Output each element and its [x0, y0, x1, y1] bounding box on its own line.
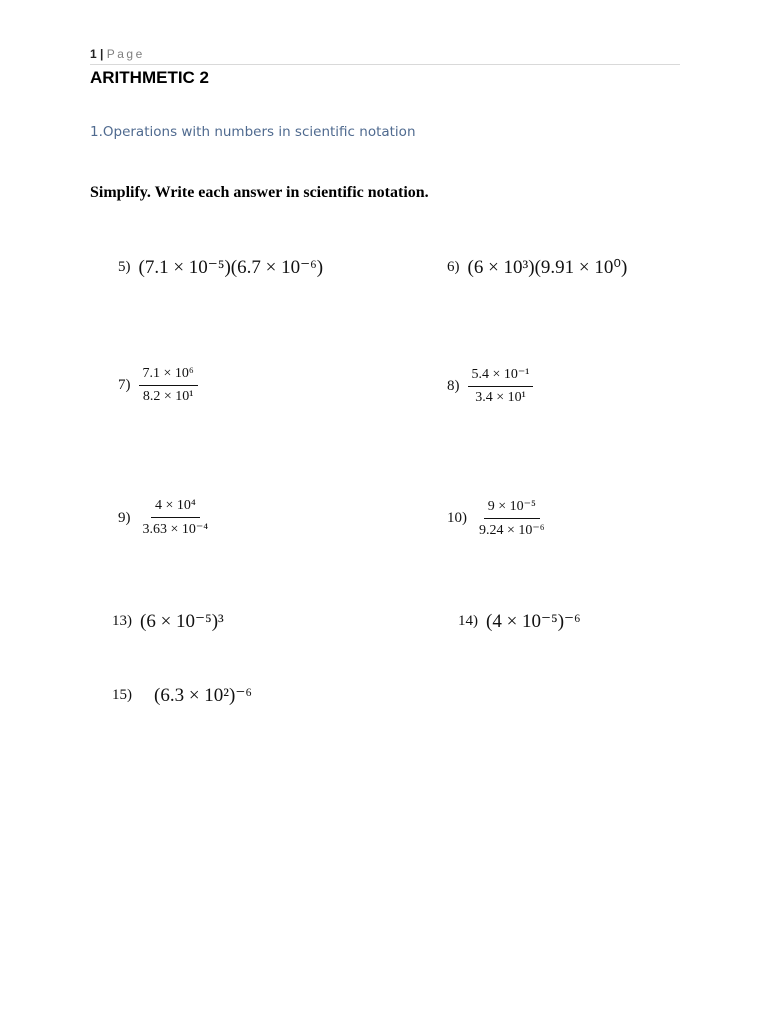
problem-number: 9) [118, 509, 131, 526]
problem-expression: (6.3 × 10²)⁻⁶ [154, 685, 252, 706]
problem-15 [112, 684, 252, 707]
problem-number: 14) [458, 613, 478, 629]
page-number: 1 [90, 47, 97, 61]
document-title: ARITHMETIC 2 [90, 68, 209, 87]
fraction-denominator: 9.24 × 10⁻⁶ [479, 523, 545, 538]
fraction-denominator: 8.2 × 10¹ [142, 389, 194, 404]
fraction-numerator: 7.1 × 10⁶ [139, 366, 198, 386]
page-header [90, 47, 680, 65]
fraction-numerator: 5.4 × 10⁻¹ [468, 366, 534, 387]
problem-5 [118, 256, 323, 279]
problem-expression: (7.1 × 10⁻⁵)(6.7 × 10⁻⁶) [138, 257, 324, 278]
problem-expression: (6 × 10⁻⁵)³ [140, 611, 224, 632]
problem-7 [118, 366, 198, 405]
problem-6 [447, 256, 627, 279]
problem-number: 8) [447, 377, 460, 394]
problem-13 [112, 610, 224, 633]
problem-10 [447, 498, 549, 539]
problem-number: 13) [112, 613, 132, 629]
problem-number: 10) [447, 510, 467, 526]
problem-number: 15) [112, 687, 132, 703]
page-separator: | [100, 47, 104, 61]
problem-number: 5) [118, 259, 131, 275]
problem-number: 6) [447, 259, 460, 275]
fraction [468, 366, 534, 406]
fraction-denominator: 3.63 × 10⁻⁴ [142, 522, 209, 537]
fraction-denominator: 3.4 × 10¹ [475, 390, 526, 405]
problem-number: 7) [118, 377, 131, 393]
problem-14 [458, 610, 581, 633]
instructions: Simplify. Write each answer in scientific notation. [90, 184, 429, 201]
problem-expression: (4 × 10⁻⁵)⁻⁶ [486, 611, 581, 632]
page-word: Page [106, 47, 145, 61]
fraction-numerator: 9 × 10⁻⁵ [484, 498, 540, 519]
fraction [139, 498, 213, 538]
fraction-numerator: 4 × 10⁴ [151, 498, 200, 518]
problem-9 [118, 498, 212, 538]
fraction [475, 498, 549, 539]
fraction [139, 366, 198, 405]
problem-8 [447, 366, 533, 406]
problem-expression: (6 × 10³)(9.91 × 10⁰) [467, 257, 628, 278]
section-heading: 1.Operations with numbers in scientific notation [90, 124, 416, 140]
